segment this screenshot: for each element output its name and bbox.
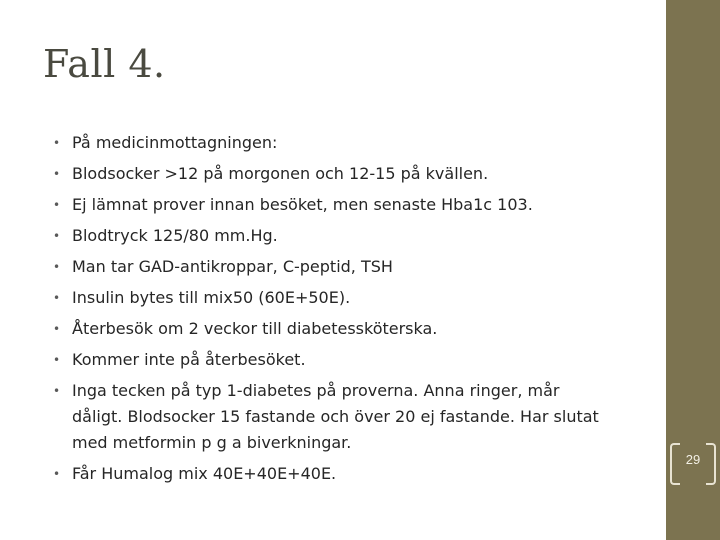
page-number-badge [670, 443, 716, 483]
bullet-item [53, 161, 613, 187]
bullet-icon: • [53, 260, 61, 274]
bullet-icon: • [53, 136, 61, 150]
bullet-item [53, 254, 613, 280]
bullet-icon: • [53, 198, 61, 212]
bullet-item [53, 378, 613, 456]
bullet-text: På medicinmottagningen: [72, 133, 278, 152]
bullet-icon: • [53, 229, 61, 243]
bullet-icon: • [53, 291, 61, 305]
bullet-text: Ej lämnat prover innan besöket, men senaste Hba1c 103. [72, 195, 533, 214]
bullet-text: Insulin bytes till mix50 (60E+50E). [72, 288, 351, 307]
bullet-text: Kommer inte på återbesöket. [72, 350, 306, 369]
bullet-list [53, 130, 613, 492]
bullet-item [53, 461, 613, 487]
bullet-item [53, 316, 613, 342]
bullet-icon: • [53, 353, 61, 367]
bullet-text: Får Humalog mix 40E+40E+40E. [72, 464, 337, 483]
bullet-item [53, 347, 613, 373]
bullet-text: Blodsocker >12 på morgonen och 12-15 på kvällen. [72, 164, 489, 183]
bullet-item [53, 223, 613, 249]
bullet-icon: • [53, 384, 61, 398]
bullet-text: Blodtryck 125/80 mm.Hg. [72, 226, 278, 245]
bullet-item [53, 285, 613, 311]
bullet-icon: • [53, 322, 61, 336]
bullet-text: Man tar GAD-antikroppar, C-peptid, TSH [72, 257, 393, 276]
bullet-item [53, 130, 613, 156]
bullet-text: Återbesök om 2 veckor till diabetessköterska. [72, 319, 438, 338]
bullet-text: Inga tecken på typ 1-diabetes på proverna. Anna ringer, mår dåligt. Blodsocker 15 fastande och över 20 ej fastande. Har slutat med metformin p g a biverkningar. [72, 381, 599, 452]
bullet-icon: • [53, 467, 61, 481]
slide-title: Fall 4. [43, 42, 166, 86]
bullet-icon: • [53, 167, 61, 181]
page-number: 29 [685, 452, 701, 467]
bullet-item [53, 192, 613, 218]
